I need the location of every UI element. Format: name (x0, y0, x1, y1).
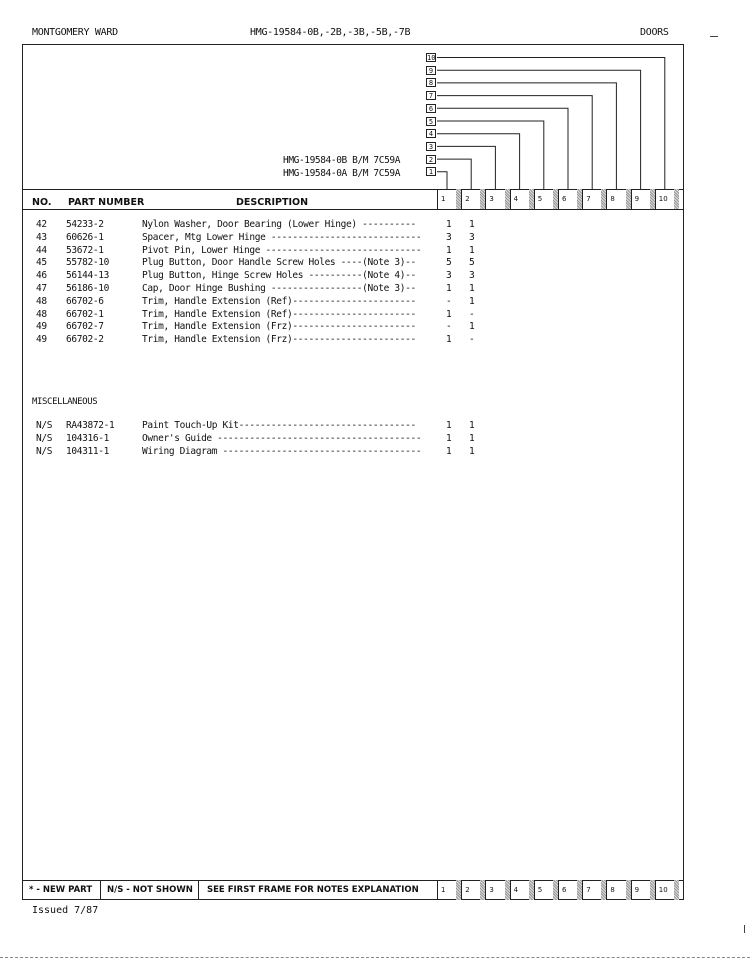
part-item-number: 49 (36, 321, 47, 333)
misc-item-number: N/S (36, 445, 53, 457)
model-col-label: 2 (465, 886, 470, 894)
model-col-3 (485, 880, 509, 900)
part-part-number: 66702-7 (66, 321, 104, 333)
part-qty-1: 5 (446, 257, 452, 269)
model-col-7 (582, 189, 606, 209)
model-col-2 (461, 189, 485, 209)
part-qty-1: 3 (446, 270, 452, 282)
model-col-label: 9 (634, 886, 640, 894)
part-qty-1: - (446, 321, 452, 333)
part-description: Trim, Handle Extension (Frz)----------------------- (142, 321, 416, 333)
model-box-2: 2 (426, 155, 436, 164)
bracket-line-4 (437, 134, 520, 189)
part-part-number: 56186-10 (66, 283, 109, 294)
section-title: DOORS (640, 27, 669, 38)
part-item-number: 44 (36, 244, 47, 256)
misc-description: Paint Touch-Up Kit--------------------------------- (142, 420, 416, 431)
misc-description: Wiring Diagram ------------------------------------- (142, 445, 422, 457)
part-qty-1: 1 (446, 308, 452, 320)
col-no: NO. (32, 197, 52, 208)
part-qty-2: 3 (469, 270, 475, 282)
legend-new-part: * - NEW PART (23, 881, 101, 900)
misc-qty-2: 1 (469, 432, 475, 444)
misc-description: Owner's Guide -------------------------------------- (142, 432, 422, 444)
model-col-5 (534, 189, 558, 209)
part-item-number: 46 (36, 270, 47, 282)
model-col-6 (558, 189, 582, 209)
part-item-number: 48 (36, 308, 47, 320)
model-box-1: 1 (426, 167, 436, 176)
model-col-4 (510, 189, 534, 209)
part-qty-1: 1 (446, 244, 452, 256)
header-rule-bottom (22, 209, 684, 210)
part-qty-2: 1 (469, 244, 475, 256)
model-col-9 (631, 880, 655, 900)
part-qty-1: 1 (446, 283, 452, 294)
misc-qty-1: 1 (446, 445, 452, 457)
model-col-8 (606, 880, 630, 900)
legend-not-shown: N/S - NOT SHOWN (101, 881, 199, 900)
bracket-line-1 (437, 172, 447, 189)
part-description: Trim, Handle Extension (Ref)----------------------- (142, 308, 416, 320)
model-col-5 (534, 880, 558, 900)
model-col-3 (485, 189, 509, 209)
part-part-number: 55782-10 (66, 257, 109, 269)
part-description: Pivot Pin, Lower Hinge ----------------------------- (142, 244, 422, 256)
margin-tick (744, 925, 745, 933)
part-qty-2: 3 (469, 231, 475, 243)
col-description: DESCRIPTION (236, 197, 309, 208)
model-list: HMG-19584-0B,-2B,-3B,-5B,-7B (250, 27, 411, 38)
model-label-2: HMG-19584-0B B/M 7C59A (283, 155, 401, 166)
part-part-number: 66702-2 (66, 334, 104, 346)
misc-qty-1: 1 (446, 420, 452, 431)
part-qty-1: 1 (446, 219, 452, 230)
model-box-5: 5 (426, 117, 436, 126)
model-col-label: 8 (610, 886, 615, 894)
part-description: Cap, Door Hinge Bushing -----------------(Note 3)-- (142, 283, 416, 294)
misc-qty-1: 1 (446, 432, 452, 444)
model-box-6: 6 (426, 104, 436, 113)
model-col-label: 7 (586, 886, 591, 894)
misc-section-title: MISCELLANEOUS (32, 397, 98, 407)
bracket-line-7 (437, 96, 592, 189)
model-col-label: 4 (513, 195, 519, 203)
part-qty-2: 1 (469, 321, 475, 333)
part-part-number: 53672-1 (66, 244, 104, 256)
model-col-label: 5 (537, 195, 543, 203)
part-description: Spacer, Mtg Lower Hinge ---------------------------- (142, 231, 422, 243)
model-col-10 (655, 189, 679, 209)
model-label-1: HMG-19584-0A B/M 7C59A (283, 168, 401, 179)
model-col-1 (437, 189, 461, 209)
part-qty-2: 1 (469, 283, 475, 294)
part-description: Plug Button, Hinge Screw Holes ----------(Note 4)-- (142, 270, 416, 282)
model-col-label: 3 (489, 886, 494, 894)
brand-name: MONTGOMERY WARD (32, 27, 118, 38)
bracket-line-9 (437, 70, 641, 189)
model-col-label: 9 (634, 195, 640, 203)
model-col-4 (510, 880, 534, 900)
model-col-7 (582, 880, 606, 900)
part-part-number: 66702-6 (66, 295, 104, 307)
part-description: Plug Button, Door Handle Screw Holes ----(Note 3)-- (142, 257, 416, 269)
notes-explanation: SEE FIRST FRAME FOR NOTES EXPLANATION (207, 885, 419, 895)
model-box-10: 10 (427, 54, 436, 62)
model-col-label: 1 (441, 886, 446, 894)
part-qty-1: 3 (446, 231, 452, 243)
part-item-number: 49 (36, 334, 47, 346)
model-col-9 (631, 189, 655, 209)
bracket-line-2 (437, 159, 471, 189)
model-col-10 (655, 880, 679, 900)
model-col-label: 3 (489, 195, 494, 203)
model-col-label: 6 (562, 886, 567, 894)
part-item-number: 43 (36, 231, 47, 243)
part-part-number: 66702-1 (66, 308, 104, 320)
part-description: Trim, Handle Extension (Frz)----------------------- (142, 334, 416, 346)
model-col-label: 7 (586, 195, 591, 203)
model-col-label: 4 (513, 886, 519, 894)
part-part-number: 56144-13 (66, 270, 109, 282)
model-col-1 (437, 880, 461, 900)
part-qty-1: - (446, 295, 452, 307)
part-qty-1: 1 (446, 334, 452, 346)
model-box-3: 3 (426, 142, 436, 151)
bracket-line-8 (437, 83, 616, 189)
model-col-label: 10 (658, 886, 668, 894)
misc-qty-2: 1 (469, 420, 475, 431)
part-item-number: 42 (36, 219, 47, 230)
model-col-label: 6 (562, 195, 567, 203)
model-col-8 (606, 189, 630, 209)
issued-date: Issued 7/87 (32, 905, 99, 916)
model-box-4: 4 (426, 129, 436, 138)
model-col-label: 2 (465, 195, 470, 203)
model-col-label: 1 (441, 195, 446, 203)
model-box-9: 9 (426, 66, 436, 75)
part-description: Nylon Washer, Door Bearing (Lower Hinge) ---------- (142, 219, 416, 230)
misc-part-number: RA43872-1 (66, 420, 115, 431)
part-qty-2: - (469, 334, 475, 346)
part-qty-2: 1 (469, 219, 475, 230)
page-edge-line (0, 957, 750, 958)
model-col-label: 8 (610, 195, 615, 203)
part-description: Trim, Handle Extension (Ref)----------------------- (142, 295, 416, 307)
part-item-number: 48 (36, 295, 47, 307)
model-col-2 (461, 880, 485, 900)
bracket-line-5 (437, 121, 544, 189)
model-box-7: 7 (426, 91, 436, 100)
misc-item-number: N/S (36, 432, 53, 444)
part-item-number: 45 (36, 257, 47, 269)
misc-qty-2: 1 (469, 445, 475, 457)
model-col-label: 10 (658, 195, 668, 203)
model-box-8: 8 (426, 78, 436, 87)
model-col-6 (558, 880, 582, 900)
col-part-number: PART NUMBER (68, 197, 145, 208)
misc-part-number: 104311-1 (66, 445, 109, 457)
misc-item-number: N/S (36, 420, 53, 431)
part-item-number: 47 (36, 283, 47, 294)
part-qty-2: - (469, 308, 475, 320)
part-qty-2: 1 (469, 295, 475, 307)
model-col-label: 5 (537, 886, 543, 894)
bracket-line-3 (437, 146, 495, 189)
part-part-number: 54233-2 (66, 219, 104, 230)
misc-part-number: 104316-1 (66, 432, 109, 444)
bracket-line-6 (437, 108, 568, 189)
part-qty-2: 5 (469, 257, 475, 269)
part-part-number: 60626-1 (66, 231, 104, 243)
